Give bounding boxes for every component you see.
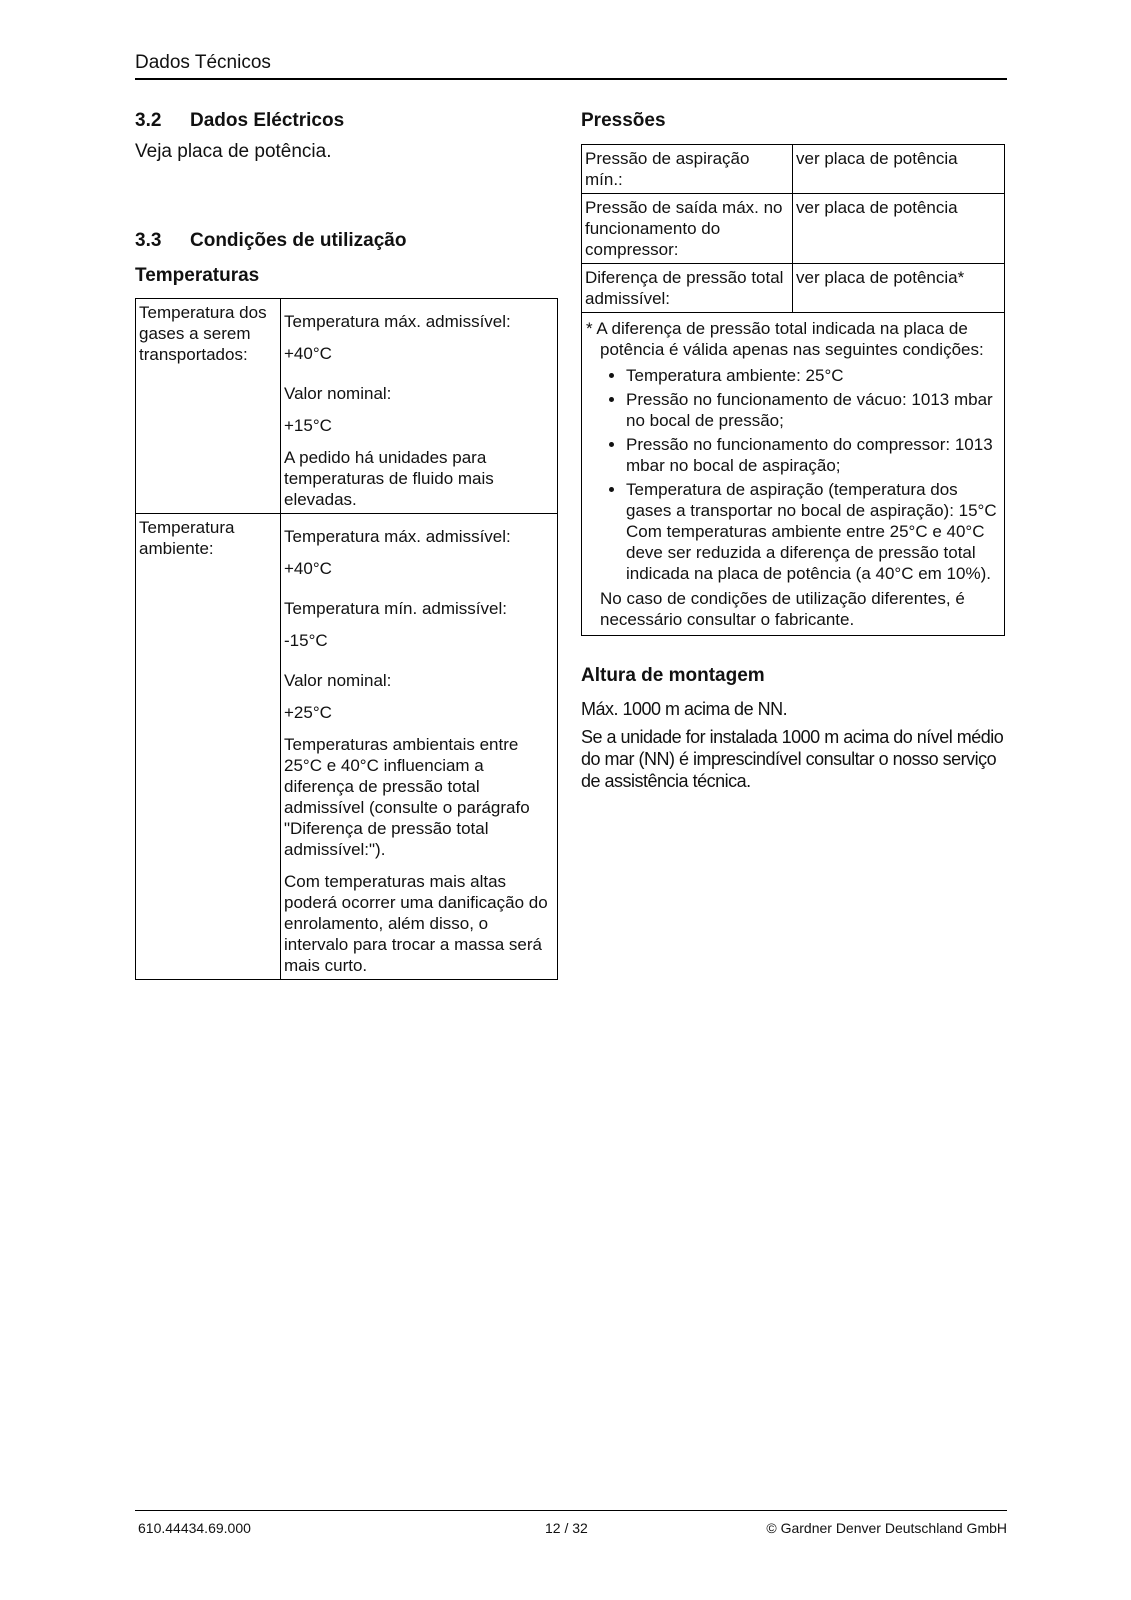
section-heading-operating-conditions	[135, 228, 558, 254]
pressure-note	[582, 313, 1005, 636]
cell-line: +25°C	[284, 703, 332, 722]
note-main-text: * A diferença de pressão total indicada na placa de potência é válida apenas nas seguintes condições:	[586, 319, 984, 359]
page-footer	[135, 1510, 1007, 1536]
cell-line: +15°C	[284, 416, 332, 435]
mounting-heading: Altura de montagem	[581, 665, 765, 686]
cell-line: Com temperaturas mais altas poderá ocorrer uma danificação do enrolamento, além disso, o intervalo para trocar a massa será mais curto.	[284, 872, 548, 975]
left-column	[135, 108, 558, 980]
cell-line: Valor nominal:	[284, 384, 392, 403]
cell-line: +40°C	[284, 559, 332, 578]
row-label: Temperatura dos gases a serem transportados:	[136, 299, 281, 514]
right-column	[581, 108, 1005, 792]
list-item: • Temperatura ambiente: 25°C	[626, 365, 1000, 386]
section-number: 3.3	[135, 230, 162, 251]
row-label: Pressão de aspiração mín.:	[582, 145, 793, 194]
cell-line: Temperatura máx. admissível:	[284, 527, 511, 546]
footer-doc-number: 610.44434.69.000	[138, 1520, 251, 1536]
list-item	[626, 479, 1000, 584]
cell-line: Temperaturas ambientais entre 25°C e 40°C influenciam a diferença de pressão total admissível (consulte o parágrafo "Diferença de pressão total admissível:").	[284, 735, 530, 859]
cell-line: A pedido há unidades para temperaturas de fluido mais elevadas.	[284, 448, 494, 509]
footer-copyright: © Gardner Denver Deutschland GmbH	[766, 1520, 1007, 1536]
row-label: Diferença de pressão total admissível:	[582, 264, 793, 313]
table-row-note	[582, 313, 1005, 636]
row-content	[281, 299, 558, 514]
table-row	[582, 194, 1005, 264]
pressures-heading: Pressões	[581, 110, 666, 131]
list-item: • Pressão no funcionamento de vácuo: 1013 mbar no bocal de pressão;	[626, 389, 1000, 431]
page-header-title: Dados Técnicos	[135, 52, 271, 73]
cell-line: -15°C	[284, 631, 328, 650]
note-bullet-list	[586, 365, 1000, 584]
cell-line: Valor nominal:	[284, 671, 392, 690]
row-label: Temperatura ambiente:	[136, 514, 281, 980]
section-heading-electrical	[135, 108, 558, 134]
temperatures-table	[135, 298, 558, 980]
mounting-max-text: Máx. 1000 m acima de NN.	[581, 699, 788, 719]
mounting-note-text: Se a unidade for instalada 1000 m acima do nível médio do mar (NN) é imprescindível consultar o nosso serviço de assistência técnica.	[581, 727, 1004, 791]
table-row	[582, 264, 1005, 313]
cell-line: Temperatura máx. admissível:	[284, 312, 511, 331]
pressures-table	[581, 144, 1005, 636]
row-value: ver placa de potência	[793, 145, 1005, 194]
row-value: ver placa de potência	[793, 194, 1005, 264]
note-tail-text: No caso de condições de utilização diferentes, é necessário consultar o fabricante.	[600, 589, 965, 629]
section-number: 3.2	[135, 110, 162, 131]
footer-page-number: 12 / 32	[545, 1520, 588, 1536]
page-header	[135, 52, 1007, 80]
section-title: Dados Eléctricos	[190, 110, 345, 131]
list-item-continuation: Com temperaturas ambiente entre 25°C e 40°C deve ser reduzida a diferença de pressão total indicada na placa de potência (a 40°C em 10%).	[626, 522, 991, 583]
table-row	[136, 514, 558, 980]
row-value: ver placa de potência*	[793, 264, 1005, 313]
electrical-data-text: Veja placa de potência.	[135, 141, 332, 162]
row-label: Pressão de saída máx. no funcionamento do compressor:	[582, 194, 793, 264]
cell-line: +40°C	[284, 344, 332, 363]
table-row	[582, 145, 1005, 194]
table-row	[136, 299, 558, 514]
cell-line: Temperatura mín. admissível:	[284, 599, 507, 618]
list-item-text: Temperatura de aspiração (temperatura dos gases a transportar no bocal de aspiração): 15°C	[626, 480, 997, 520]
section-title: Condições de utilização	[190, 230, 407, 251]
row-content	[281, 514, 558, 980]
list-item: • Pressão no funcionamento do compressor: 1013 mbar no bocal de aspiração;	[626, 434, 1000, 476]
temperatures-heading: Temperaturas	[135, 265, 260, 286]
